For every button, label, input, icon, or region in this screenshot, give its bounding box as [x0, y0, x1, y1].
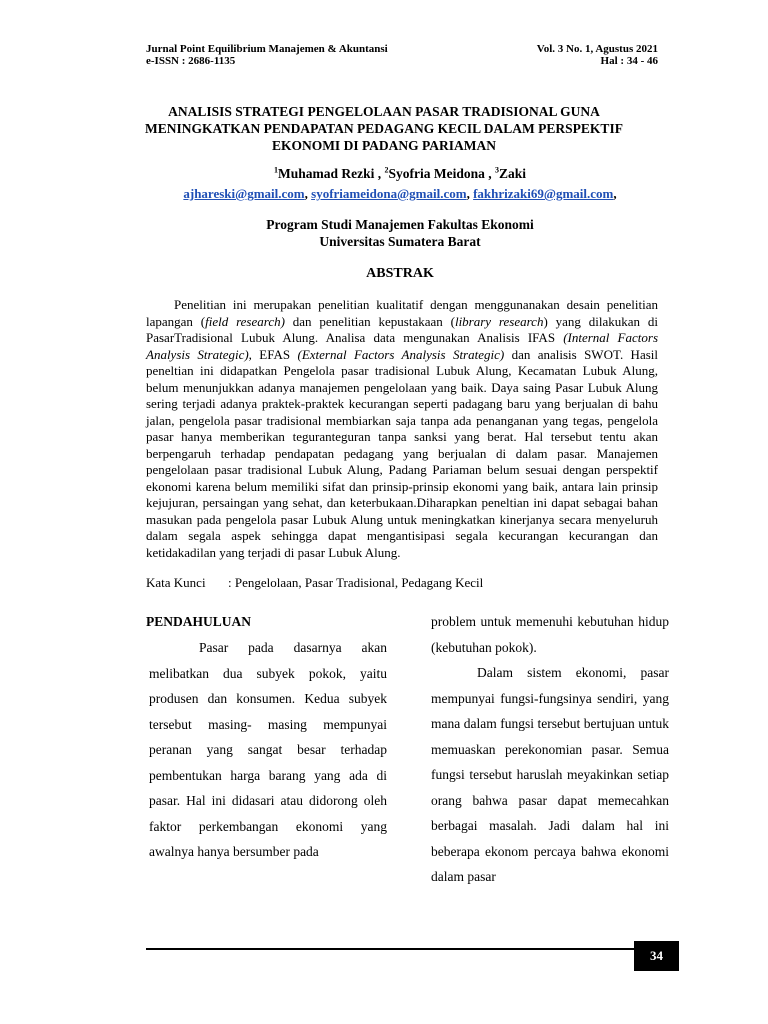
author-number: 1: [273, 165, 278, 175]
section-heading: PENDAHULUAN: [146, 614, 252, 629]
right-column-paragraph-2: Dalam sistem ekonomi, pasar mempunyai fungsi-fungsinya sendiri, yang mana dalam fungsi tersebut bertujuan untuk memuaskan perekonomian pasar. Semua fungsi tersebut haruslah meyakinkan setiap orang bahwa pasar dapat memecahkan berbagai masalah. Jadi dalam hal ini beberapa ekonom percaya bahwa ekonomi dalam pasar: [431, 665, 669, 884]
author-name: Zaki: [499, 166, 527, 181]
author-emails: ajhareski@gmail.com, syofriameidona@gmail.com, fakhrizaki69@gmail.com,: [183, 186, 617, 201]
page-number: 34: [634, 941, 679, 971]
abstract-heading: ABSTRAK: [366, 266, 434, 281]
author-list: [0, 165, 768, 182]
footer-rule: [146, 948, 634, 950]
email-link[interactable]: ajhareski@gmail.com: [183, 186, 305, 201]
issn: e-ISSN : 2686-1135: [146, 55, 236, 67]
keywords-value: : Pengelolaan, Pasar Tradisional, Pedagang Kecil: [228, 575, 484, 590]
email-link[interactable]: syofriameidona@gmail.com: [311, 186, 467, 201]
affiliation-university: Universitas Sumatera Barat: [319, 234, 481, 249]
left-column-paragraph: Pasar pada dasarnya akan melibatkan dua subyek pokok, yaitu produsen dan konsumen. Kedua subyek tersebut masing- masing mempunyai peranan yang sangat besar terhadap pembentukan harga barang yang ada di pasar. Hal ini didasari atau didorong oleh faktor perkembangan ekonomi yang awalnya hanya bersumber pada: [149, 640, 387, 859]
page-range: Hal : 34 - 46: [600, 55, 658, 67]
abstract-text: Penelitian ini merupakan penelitian kualitatif dengan menggunanakan desain penelitian lapangan (field research) dan penelitian kepustakaan (library research) yang dilakukan di PasarTradisional Lubuk Alung. Analisa data mengunakan Analisis IFAS (Internal Factors Analysis Strategic), EFAS (External Factors Analysis Strategic) dan analisis SWOT. Hasil peneltian ini didapatkan Pengelola pasar tradisional Lubuk Alung, Kecamatan Lubuk Alung, belum menunjukkan adanya manajemen pengelolaan yang baik. Daya saing Pasar Lubuk Alung sering terjadi adanya praktek-praktek kecurangan seperti padagang baru yang berjualan di bahu jalan, pengelola pasar tradisional membiarkan saja tanpa ada penanganan yang tegas, pengelola pasar hanya memberikan teguranteguran tanpa sanksi yang berat. Hal tersebut tentu akan berpengaruh terhadap pendapatan pedagang yang berjualan di dalam pasar. Manajemen pengelolaan pasar tradisional Lubuk Alung, Padang Pariaman belum sesuai dengan perspektif ekonomi karena belum memiliki sifat dan prinsip-prinsip ekonomi yang baik, antara lain prinsip kejujuran, persaingan yang sehat, dan keterbukaan.Diharapkan peneltian ini dapat sebagai bahan masukan pada pengelola pasar Lubuk Alung untuk meningkatkan kinerjanya secara menyeluruh dalam segala aspek sehingga dapat mengantisipasi segala kecurangan kecurangan dan ketidakadilan yang terjadi di pasar Lubuk Alung.: [146, 297, 658, 560]
author-number: 3: [495, 165, 499, 175]
journal-name: Jurnal Point Equilibrium Manajemen & Akuntansi: [146, 43, 388, 55]
keywords: [146, 575, 483, 591]
affiliation: [0, 216, 768, 250]
author-number: 2: [384, 165, 389, 175]
right-column-paragraph-1: problem untuk memenuhi kebutuhan hidup (kebutuhan pokok).: [431, 614, 669, 655]
keywords-label: Kata Kunci: [146, 575, 206, 590]
volume-info: Vol. 3 No. 1, Agustus 2021: [536, 43, 658, 55]
email-link[interactable]: fakhrizaki69@gmail.com: [473, 186, 614, 201]
right-column: [431, 609, 669, 890]
author-name: Syofria Meidona ,: [388, 166, 495, 181]
paper-title: ANALISIS STRATEGI PENGELOLAAN PASAR TRADISIONAL GUNA MENINGKATKAN PENDAPATAN PEDAGANG KECIL DALAM PERSPEKTIF EKONOMI DI PADANG PARIAMAN: [145, 104, 623, 153]
affiliation-program: Program Studi Manajemen Fakultas Ekonomi: [266, 217, 534, 232]
author-name: Muhamad Rezki ,: [277, 166, 385, 181]
